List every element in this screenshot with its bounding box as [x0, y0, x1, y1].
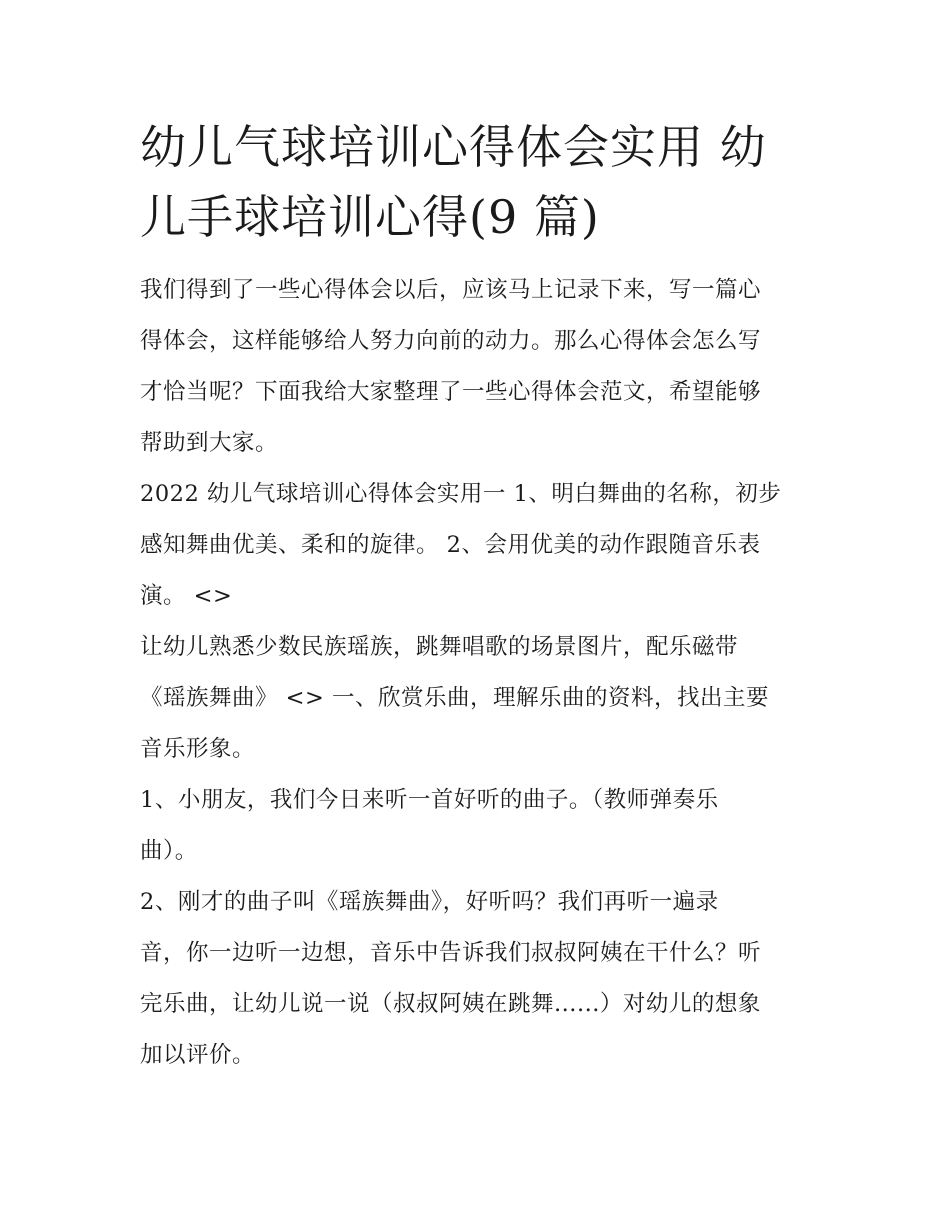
title-line: 儿手球培训心得(9 篇) [140, 190, 600, 244]
section-1-paragraph [140, 469, 815, 622]
text-line: 完乐曲，让幼儿说一说（叔叔阿姨在跳舞......）对幼儿的想象 [140, 991, 761, 1017]
text-line: 2022 幼儿气球培训心得体会实用一 1、明白舞曲的名称，初步 [140, 481, 782, 507]
text-line: 曲）。 [140, 838, 198, 864]
text-line: 1、小朋友，我们今日来听一首好听的曲子。（教师弹奏乐 [140, 787, 719, 813]
text-line: 2、刚才的曲子叫《瑶族舞曲》，好听吗？我们再听一遍录 [140, 889, 719, 915]
document-title [140, 112, 815, 252]
step-2-paragraph [140, 877, 815, 1081]
intro-paragraph [140, 265, 815, 469]
title-line: 幼儿气球培训心得体会实用 幼 [140, 120, 767, 174]
text-line: 音乐形象。 [140, 736, 256, 762]
document-body [140, 112, 815, 1081]
step-1-paragraph [140, 775, 815, 877]
text-line: 我们得到了一些心得体会以后，应该马上记录下来，写一篇心 [140, 277, 762, 303]
text-line: 加以评价。 [140, 1042, 256, 1068]
text-line: 帮助到大家。 [140, 430, 279, 456]
text-line: 得体会，这样能够给人努力向前的动力。那么心得体会怎么写 [140, 328, 762, 354]
text-line: 音，你一边听一边想，音乐中告诉我们叔叔阿姨在干什么？听 [140, 940, 762, 966]
materials-paragraph [140, 622, 815, 775]
text-line: 演。 <> [140, 583, 233, 609]
text-line: 让幼儿熟悉少数民族瑶族，跳舞唱歌的场景图片，配乐磁带 [140, 634, 739, 660]
text-line: 才恰当呢？下面我给大家整理了一些心得体会范文，希望能够 [140, 379, 762, 405]
text-line: 感知舞曲优美、柔和的旋律。 2、会用优美的动作跟随音乐表 [140, 532, 761, 558]
text-line: 《瑶族舞曲》 <> 一、欣赏乐曲，理解乐曲的资料，找出主要 [140, 685, 770, 711]
